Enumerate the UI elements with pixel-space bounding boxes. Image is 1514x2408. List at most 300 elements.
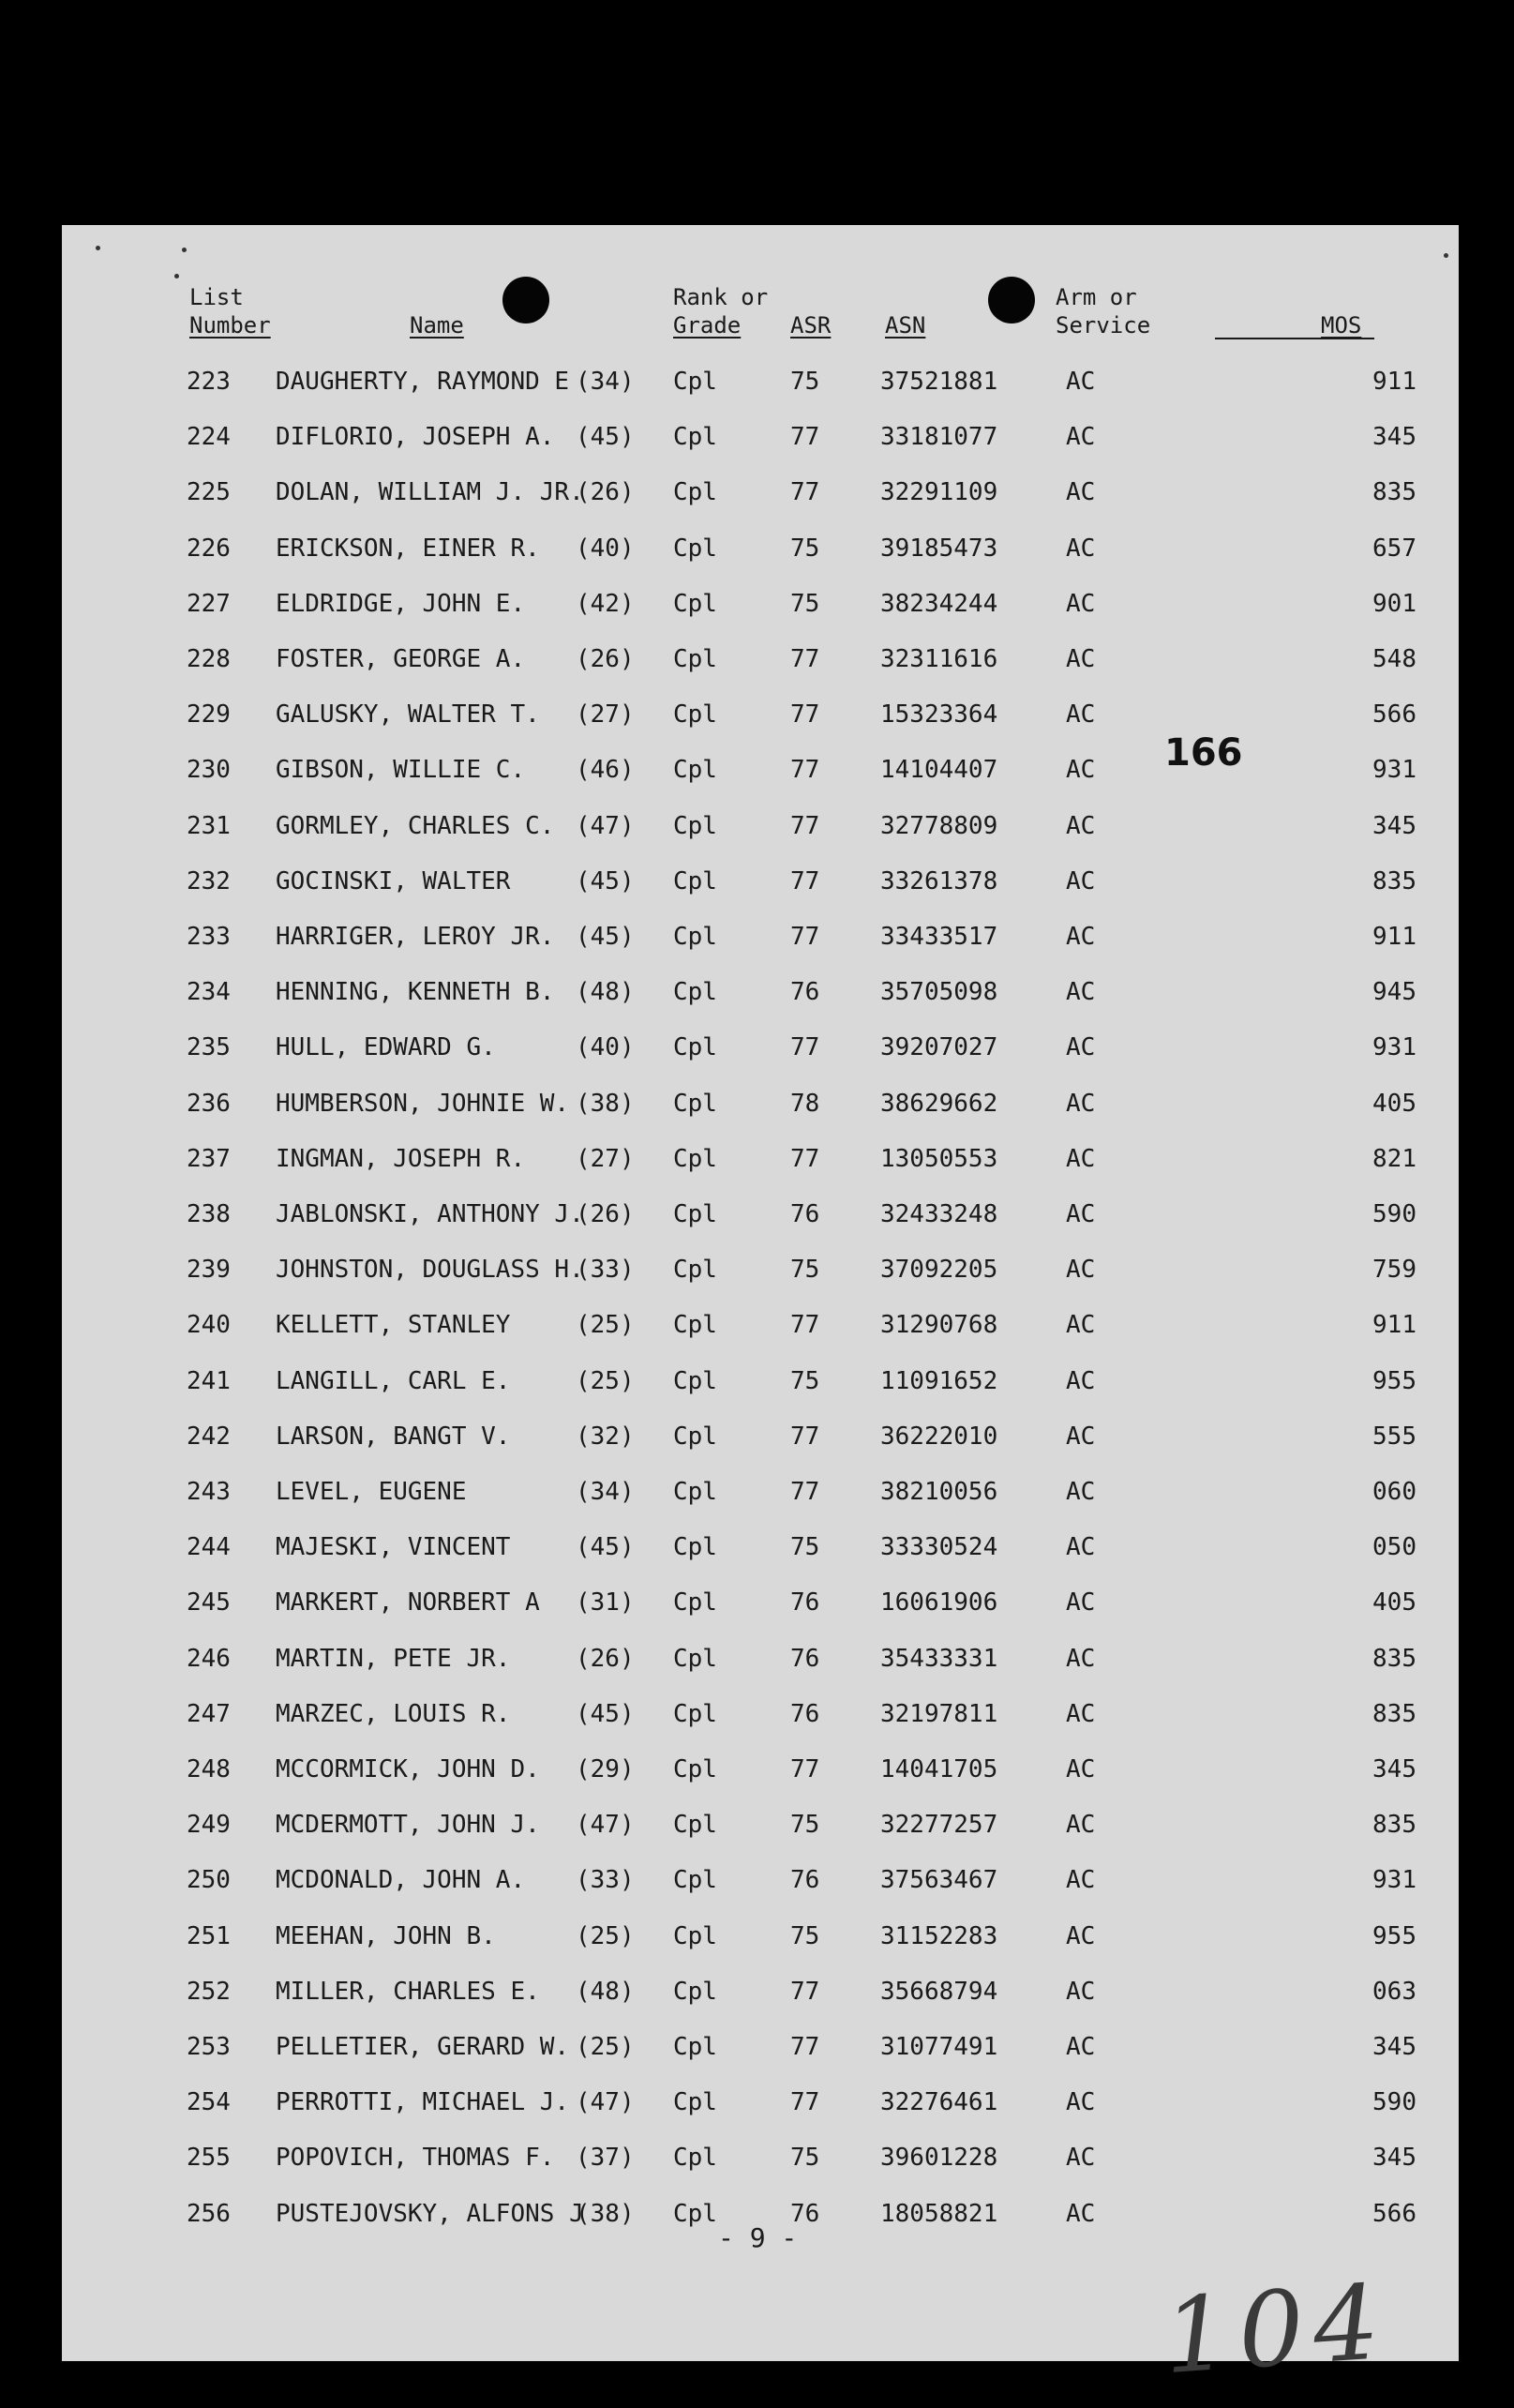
cell-asn: 33433517 — [880, 923, 998, 951]
cell-list-number: 227 — [187, 589, 231, 618]
table-row — [62, 1700, 1459, 1738]
cell-rank: Cpl — [673, 1921, 717, 1950]
cell-arm-or-service: AC — [1066, 978, 1096, 1007]
cell-arm-or-service: AC — [1066, 923, 1096, 951]
header-name: Name — [410, 312, 464, 339]
table-row — [62, 1978, 1459, 2015]
cell-list-number: 250 — [187, 1866, 231, 1895]
cell-asn: 35705098 — [880, 978, 998, 1007]
cell-rank: Cpl — [673, 1588, 717, 1618]
cell-list-number: 229 — [187, 700, 231, 730]
cell-asn: 37521881 — [880, 368, 998, 396]
header-arm-or-service: Arm or Service — [1056, 284, 1151, 339]
cell-asn: 13050553 — [880, 1144, 998, 1173]
cell-name: JOHNSTON, DOUGLASS H. — [276, 1256, 584, 1285]
cell-mos: 345 — [1372, 2144, 1417, 2173]
cell-asr: 75 — [790, 534, 820, 563]
cell-name: DIFLORIO, JOSEPH A. — [276, 423, 555, 452]
cell-rank: Cpl — [673, 1366, 717, 1395]
cell-mos: 945 — [1372, 978, 1417, 1007]
table-row — [62, 1311, 1459, 1348]
cell-rank: Cpl — [673, 1533, 717, 1562]
cell-age: (26) — [576, 1200, 635, 1228]
cell-list-number: 254 — [187, 2088, 231, 2117]
cell-asr: 76 — [790, 1866, 820, 1895]
cell-asr: 77 — [790, 2033, 820, 2061]
cell-asn: 35433331 — [880, 1644, 998, 1673]
cell-name: PERROTTI, MICHAEL J. — [276, 2088, 570, 2117]
cell-age: (32) — [576, 1422, 635, 1451]
cell-age: (46) — [576, 756, 635, 785]
cell-list-number: 242 — [187, 1422, 231, 1451]
cell-arm-or-service: AC — [1066, 589, 1096, 618]
cell-asr: 75 — [790, 1256, 820, 1285]
cell-age: (25) — [576, 2033, 635, 2061]
cell-rank: Cpl — [673, 1200, 717, 1228]
table-row — [62, 1922, 1459, 1960]
cell-list-number: 247 — [187, 1699, 231, 1728]
cell-mos: 955 — [1372, 1366, 1417, 1395]
cell-asn: 14041705 — [880, 1755, 998, 1783]
cell-age: (26) — [576, 645, 635, 673]
table-row — [62, 1588, 1459, 1626]
cell-mos: 050 — [1372, 1533, 1417, 1562]
table-row — [62, 1866, 1459, 1904]
cell-list-number: 234 — [187, 978, 231, 1007]
table-row — [62, 1755, 1459, 1793]
cell-age: (45) — [576, 1533, 635, 1562]
cell-mos: 063 — [1372, 1977, 1417, 2006]
cell-rank: Cpl — [673, 1866, 717, 1895]
cell-arm-or-service: AC — [1066, 2033, 1096, 2061]
table-row — [62, 1367, 1459, 1405]
table-row — [62, 534, 1459, 572]
table-row — [62, 645, 1459, 683]
cell-asn: 37092205 — [880, 1256, 998, 1285]
cell-asn: 38210056 — [880, 1478, 998, 1506]
cell-rank: Cpl — [673, 700, 717, 730]
cell-arm-or-service: AC — [1066, 866, 1096, 895]
cell-list-number: 245 — [187, 1588, 231, 1618]
cell-name: PUSTEJOVSKY, ALFONS J — [276, 2199, 584, 2228]
table-row — [62, 923, 1459, 960]
cell-list-number: 241 — [187, 1366, 231, 1395]
cell-mos: 911 — [1372, 1311, 1417, 1340]
paper-speck — [1444, 253, 1448, 258]
cell-name: MARZEC, LOUIS R. — [276, 1699, 511, 1728]
cell-arm-or-service: AC — [1066, 1366, 1096, 1395]
cell-asr: 75 — [790, 589, 820, 618]
table-row — [62, 1090, 1459, 1127]
cell-rank: Cpl — [673, 2088, 717, 2117]
cell-rank: Cpl — [673, 1033, 717, 1062]
cell-arm-or-service: AC — [1066, 2199, 1096, 2228]
cell-asr: 77 — [790, 1422, 820, 1451]
paper-speck — [174, 274, 179, 278]
table-row — [62, 700, 1459, 738]
cell-arm-or-service: AC — [1066, 1588, 1096, 1618]
cell-rank: Cpl — [673, 423, 717, 452]
cell-mos: 345 — [1372, 423, 1417, 452]
cell-asr: 75 — [790, 368, 820, 396]
cell-age: (26) — [576, 478, 635, 507]
cell-list-number: 228 — [187, 645, 231, 673]
table-row — [62, 2088, 1459, 2126]
cell-mos: 955 — [1372, 1921, 1417, 1950]
cell-name: MCDONALD, JOHN A. — [276, 1866, 526, 1895]
cell-rank: Cpl — [673, 1699, 717, 1728]
cell-list-number: 235 — [187, 1033, 231, 1062]
cell-rank: Cpl — [673, 368, 717, 396]
cell-age: (48) — [576, 1977, 635, 2006]
cell-age: (33) — [576, 1256, 635, 1285]
cell-rank: Cpl — [673, 2033, 717, 2061]
cell-asr: 77 — [790, 478, 820, 507]
cell-asr: 77 — [790, 866, 820, 895]
cell-asr: 77 — [790, 1478, 820, 1506]
cell-mos: 835 — [1372, 866, 1417, 895]
cell-list-number: 223 — [187, 368, 231, 396]
cell-asr: 76 — [790, 978, 820, 1007]
cell-name: MARTIN, PETE JR. — [276, 1644, 511, 1673]
cell-asr: 77 — [790, 700, 820, 730]
cell-age: (38) — [576, 2199, 635, 2228]
handwritten-number: 104 — [1159, 2261, 1393, 2398]
header-mos: MOS — [1321, 312, 1362, 339]
cell-asn: 33330524 — [880, 1533, 998, 1562]
cell-mos: 835 — [1372, 478, 1417, 507]
cell-mos: 759 — [1372, 1256, 1417, 1285]
cell-name: GORMLEY, CHARLES C. — [276, 811, 555, 840]
cell-asr: 77 — [790, 645, 820, 673]
cell-rank: Cpl — [673, 2199, 717, 2228]
cell-asr: 76 — [790, 1699, 820, 1728]
cell-arm-or-service: AC — [1066, 1256, 1096, 1285]
cell-arm-or-service: AC — [1066, 1422, 1096, 1451]
cell-list-number: 252 — [187, 1977, 231, 2006]
cell-age: (38) — [576, 1089, 635, 1118]
cell-mos: 345 — [1372, 1755, 1417, 1783]
cell-asn: 39207027 — [880, 1033, 998, 1062]
cell-mos: 345 — [1372, 811, 1417, 840]
cell-arm-or-service: AC — [1066, 1089, 1096, 1118]
cell-name: MEEHAN, JOHN B. — [276, 1921, 496, 1950]
cell-asn: 38234244 — [880, 589, 998, 618]
cell-name: GALUSKY, WALTER T. — [276, 700, 540, 730]
cell-arm-or-service: AC — [1066, 811, 1096, 840]
cell-list-number: 237 — [187, 1144, 231, 1173]
cell-asn: 32433248 — [880, 1200, 998, 1228]
cell-name: GOCINSKI, WALTER — [276, 866, 511, 895]
cell-mos: 590 — [1372, 1200, 1417, 1228]
cell-list-number: 224 — [187, 423, 231, 452]
cell-list-number: 255 — [187, 2144, 231, 2173]
cell-list-number: 230 — [187, 756, 231, 785]
cell-asr: 77 — [790, 1311, 820, 1340]
cell-name: HENNING, KENNETH B. — [276, 978, 555, 1007]
cell-arm-or-service: AC — [1066, 756, 1096, 785]
cell-age: (45) — [576, 866, 635, 895]
cell-mos: 931 — [1372, 1033, 1417, 1062]
cell-asn: 32197811 — [880, 1699, 998, 1728]
cell-age: (25) — [576, 1311, 635, 1340]
header-list-number: List Number — [189, 284, 271, 339]
cell-name: ERICKSON, EINER R. — [276, 534, 540, 563]
cell-age: (47) — [576, 1811, 635, 1840]
table-row — [62, 867, 1459, 905]
cell-asn: 32276461 — [880, 2088, 998, 2117]
cell-name: MCDERMOTT, JOHN J. — [276, 1811, 540, 1840]
page-number: - 9 - — [718, 2222, 798, 2253]
cell-arm-or-service: AC — [1066, 645, 1096, 673]
cell-mos: 405 — [1372, 1588, 1417, 1618]
stamp-number: 166 — [1164, 731, 1243, 775]
cell-arm-or-service: AC — [1066, 1811, 1096, 1840]
cell-mos: 548 — [1372, 645, 1417, 673]
cell-asn: 39601228 — [880, 2144, 998, 2173]
cell-asn: 11091652 — [880, 1366, 998, 1395]
cell-mos: 590 — [1372, 2088, 1417, 2117]
cell-arm-or-service: AC — [1066, 1866, 1096, 1895]
cell-asr: 75 — [790, 1811, 820, 1840]
cell-mos: 060 — [1372, 1478, 1417, 1506]
cell-asr: 78 — [790, 1089, 820, 1118]
cell-rank: Cpl — [673, 1311, 717, 1340]
cell-age: (25) — [576, 1921, 635, 1950]
cell-name: DOLAN, WILLIAM J. JR. — [276, 478, 584, 507]
table-row — [62, 1533, 1459, 1571]
cell-asr: 75 — [790, 2144, 820, 2173]
cell-age: (31) — [576, 1588, 635, 1618]
header-rank-or-grade: Rank or Grade — [673, 284, 769, 339]
cell-mos: 911 — [1372, 368, 1417, 396]
cell-rank: Cpl — [673, 866, 717, 895]
cell-rank: Cpl — [673, 1755, 717, 1783]
cell-rank: Cpl — [673, 478, 717, 507]
cell-name: MILLER, CHARLES E. — [276, 1977, 540, 2006]
header-asn: ASN — [885, 312, 926, 339]
cell-asn: 32277257 — [880, 1811, 998, 1840]
cell-name: ELDRIDGE, JOHN E. — [276, 589, 526, 618]
cell-asr: 76 — [790, 1200, 820, 1228]
cell-mos: 835 — [1372, 1699, 1417, 1728]
table-row — [62, 756, 1459, 793]
table-row — [62, 1811, 1459, 1848]
cell-name: GIBSON, WILLIE C. — [276, 756, 526, 785]
cell-mos: 345 — [1372, 2033, 1417, 2061]
cell-rank: Cpl — [673, 1478, 717, 1506]
cell-list-number: 251 — [187, 1921, 231, 1950]
table-row — [62, 478, 1459, 516]
cell-age: (45) — [576, 923, 635, 951]
cell-asn: 33181077 — [880, 423, 998, 452]
table-row — [62, 2033, 1459, 2070]
table-row — [62, 1478, 1459, 1515]
paper-speck — [96, 246, 100, 250]
cell-age: (47) — [576, 811, 635, 840]
cell-asr: 75 — [790, 1366, 820, 1395]
cell-mos: 566 — [1372, 700, 1417, 730]
paper-speck — [182, 248, 187, 252]
cell-asn: 31152283 — [880, 1921, 998, 1950]
table-row — [62, 1645, 1459, 1682]
cell-rank: Cpl — [673, 1977, 717, 2006]
cell-asn: 39185473 — [880, 534, 998, 563]
cell-list-number: 246 — [187, 1644, 231, 1673]
cell-asn: 18058821 — [880, 2199, 998, 2228]
cell-mos: 911 — [1372, 923, 1417, 951]
cell-list-number: 243 — [187, 1478, 231, 1506]
cell-rank: Cpl — [673, 1811, 717, 1840]
cell-age: (48) — [576, 978, 635, 1007]
cell-age: (45) — [576, 1699, 635, 1728]
cell-arm-or-service: AC — [1066, 1200, 1096, 1228]
cell-arm-or-service: AC — [1066, 2088, 1096, 2117]
cell-mos: 931 — [1372, 1866, 1417, 1895]
cell-rank: Cpl — [673, 923, 717, 951]
cell-arm-or-service: AC — [1066, 1921, 1096, 1950]
cell-asn: 33261378 — [880, 866, 998, 895]
cell-arm-or-service: AC — [1066, 700, 1096, 730]
table-row — [62, 423, 1459, 460]
cell-rank: Cpl — [673, 1644, 717, 1673]
table-row — [62, 590, 1459, 627]
cell-rank: Cpl — [673, 1089, 717, 1118]
cell-asn: 32778809 — [880, 811, 998, 840]
cell-name: POPOVICH, THOMAS F. — [276, 2144, 555, 2173]
cell-rank: Cpl — [673, 1422, 717, 1451]
table-row — [62, 2144, 1459, 2181]
cell-mos: 405 — [1372, 1089, 1417, 1118]
cell-name: JABLONSKI, ANTHONY J. — [276, 1200, 584, 1228]
cell-rank: Cpl — [673, 534, 717, 563]
cell-rank: Cpl — [673, 2144, 717, 2173]
cell-asr: 77 — [790, 756, 820, 785]
cell-age: (25) — [576, 1366, 635, 1395]
cell-name: INGMAN, JOSEPH R. — [276, 1144, 526, 1173]
cell-asr: 77 — [790, 423, 820, 452]
cell-name: DAUGHERTY, RAYMOND E — [276, 368, 570, 396]
table-row — [62, 1422, 1459, 1460]
cell-age: (47) — [576, 2088, 635, 2117]
cell-asr: 76 — [790, 1588, 820, 1618]
cell-list-number: 231 — [187, 811, 231, 840]
punch-hole-left — [502, 277, 549, 324]
cell-arm-or-service: AC — [1066, 1977, 1096, 2006]
cell-age: (42) — [576, 589, 635, 618]
cell-age: (33) — [576, 1866, 635, 1895]
cell-asr: 76 — [790, 2199, 820, 2228]
table-row — [62, 1256, 1459, 1293]
cell-list-number: 249 — [187, 1811, 231, 1840]
cell-asn: 31290768 — [880, 1311, 998, 1340]
cell-name: HARRIGER, LEROY JR. — [276, 923, 555, 951]
cell-rank: Cpl — [673, 645, 717, 673]
cell-list-number: 226 — [187, 534, 231, 563]
cell-asn: 35668794 — [880, 1977, 998, 2006]
cell-list-number: 239 — [187, 1256, 231, 1285]
cell-name: HUMBERSON, JOHNIE W. — [276, 1089, 570, 1118]
cell-list-number: 233 — [187, 923, 231, 951]
cell-rank: Cpl — [673, 811, 717, 840]
cell-asn: 15323364 — [880, 700, 998, 730]
cell-age: (27) — [576, 1144, 635, 1173]
cell-list-number: 232 — [187, 866, 231, 895]
cell-list-number: 253 — [187, 2033, 231, 2061]
table-row — [62, 978, 1459, 1016]
cell-arm-or-service: AC — [1066, 1478, 1096, 1506]
cell-arm-or-service: AC — [1066, 1755, 1096, 1783]
cell-rank: Cpl — [673, 1144, 717, 1173]
cell-asn: 32291109 — [880, 478, 998, 507]
table-row — [62, 368, 1459, 405]
cell-age: (26) — [576, 1644, 635, 1673]
cell-rank: Cpl — [673, 589, 717, 618]
cell-asn: 36222010 — [880, 1422, 998, 1451]
cell-asr: 77 — [790, 1977, 820, 2006]
cell-asr: 77 — [790, 1144, 820, 1173]
cell-arm-or-service: AC — [1066, 368, 1096, 396]
cell-asr: 77 — [790, 1755, 820, 1783]
cell-mos: 901 — [1372, 589, 1417, 618]
cell-name: MAJESKI, VINCENT — [276, 1533, 511, 1562]
cell-arm-or-service: AC — [1066, 1699, 1096, 1728]
cell-name: FOSTER, GEORGE A. — [276, 645, 526, 673]
cell-list-number: 225 — [187, 478, 231, 507]
cell-arm-or-service: AC — [1066, 423, 1096, 452]
punch-hole-right — [988, 277, 1035, 324]
cell-age: (40) — [576, 1033, 635, 1062]
header-asr: ASR — [790, 312, 832, 339]
cell-asr: 75 — [790, 1533, 820, 1562]
table-row — [62, 1033, 1459, 1071]
cell-asr: 77 — [790, 923, 820, 951]
cell-mos: 835 — [1372, 1644, 1417, 1673]
cell-name: LEVEL, EUGENE — [276, 1478, 467, 1506]
cell-asn: 14104407 — [880, 756, 998, 785]
cell-arm-or-service: AC — [1066, 1144, 1096, 1173]
cell-arm-or-service: AC — [1066, 1311, 1096, 1340]
cell-asr: 77 — [790, 1033, 820, 1062]
cell-mos: 566 — [1372, 2199, 1417, 2228]
cell-asr: 75 — [790, 1921, 820, 1950]
cell-rank: Cpl — [673, 1256, 717, 1285]
cell-arm-or-service: AC — [1066, 1644, 1096, 1673]
cell-age: (45) — [576, 423, 635, 452]
cell-asn: 32311616 — [880, 645, 998, 673]
cell-asn: 37563467 — [880, 1866, 998, 1895]
cell-name: MARKERT, NORBERT A — [276, 1588, 540, 1618]
cell-asn: 16061906 — [880, 1588, 998, 1618]
cell-asr: 77 — [790, 2088, 820, 2117]
cell-list-number: 238 — [187, 1200, 231, 1228]
cell-mos: 835 — [1372, 1811, 1417, 1840]
table-row — [62, 812, 1459, 850]
cell-name: LARSON, BANGT V. — [276, 1422, 511, 1451]
table-row — [62, 1145, 1459, 1182]
cell-name: KELLETT, STANLEY — [276, 1311, 511, 1340]
cell-name: PELLETIER, GERARD W. — [276, 2033, 570, 2061]
cell-arm-or-service: AC — [1066, 478, 1096, 507]
cell-age: (34) — [576, 368, 635, 396]
cell-list-number: 240 — [187, 1311, 231, 1340]
cell-age: (34) — [576, 1478, 635, 1506]
cell-mos: 555 — [1372, 1422, 1417, 1451]
cell-arm-or-service: AC — [1066, 1533, 1096, 1562]
cell-name: LANGILL, CARL E. — [276, 1366, 511, 1395]
cell-arm-or-service: AC — [1066, 534, 1096, 563]
cell-age: (40) — [576, 534, 635, 563]
